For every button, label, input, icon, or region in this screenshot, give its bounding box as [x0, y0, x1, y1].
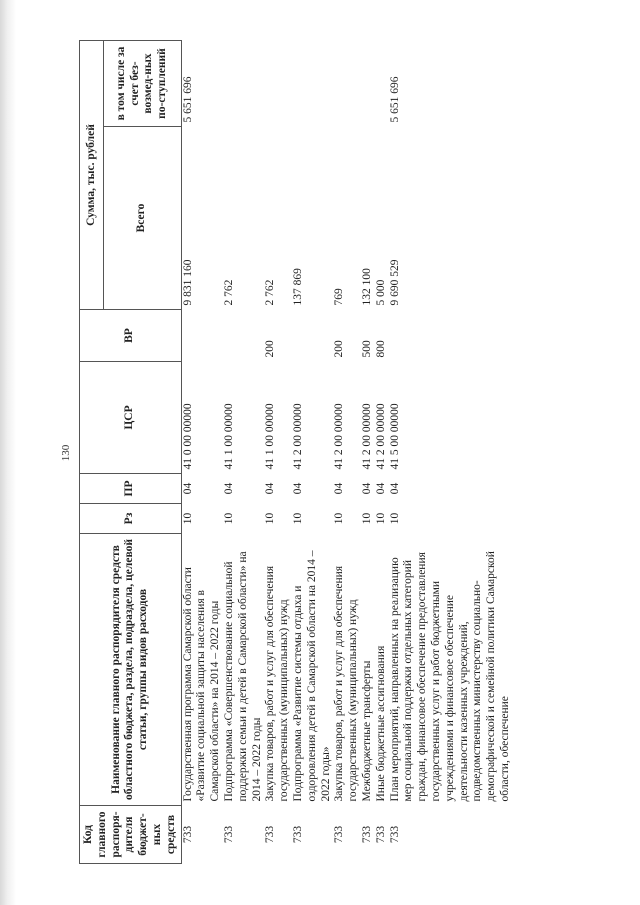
cell-code: 733: [374, 825, 387, 844]
header-row: [80, 41, 104, 864]
cell-pr: 04: [388, 482, 401, 495]
cell-free: 5 651 696: [388, 76, 401, 123]
cell-free: [333, 41, 361, 127]
cell-rz: 10: [181, 512, 194, 525]
cell-csr: 41 0 00 00000: [181, 403, 194, 470]
cell-rz: 10: [374, 512, 387, 525]
cell-rz: 10: [264, 512, 277, 525]
cell-code: 733: [360, 825, 373, 844]
cell-code: 733: [388, 825, 401, 844]
cell-vr: [181, 310, 223, 362]
cell-name: Закупка товаров, работ и услуг для обеспечения государственных (муниципальных) нужд: [264, 565, 291, 802]
cell-name: Межбюджетные трансферты: [360, 660, 373, 802]
cell-vr: 800: [374, 340, 387, 358]
cell-name: Подпрограмма «Совершенствование социальной поддержки семьи и детей в Самарской области» на 2014 – 2022 годы: [222, 551, 263, 802]
budget-table: [79, 40, 513, 864]
cell-free: [264, 41, 292, 127]
header-csr: ЦСР: [80, 362, 182, 474]
cell-free: 5 651 696: [181, 76, 194, 123]
cell-vr: 200: [333, 340, 346, 358]
table-row: [264, 41, 292, 864]
cell-name: Подпрограмма «Развитие системы отдыха и оздоровления детей в Самарской области на 2014 – 2022 годы»: [291, 550, 332, 802]
cell-vr: [292, 310, 333, 362]
cell-pr: 04: [181, 482, 194, 495]
cell-total: 137 869: [291, 268, 304, 306]
cell-total: 2 762: [264, 279, 277, 306]
cell-rz: 10: [222, 512, 235, 525]
cell-free: [292, 41, 333, 127]
cell-rz: 10: [388, 512, 401, 525]
cell-vr: [223, 310, 264, 362]
cell-pr: 04: [291, 482, 304, 495]
header-rz: Рз: [80, 504, 182, 534]
cell-code: 733: [181, 825, 194, 844]
cell-csr: 41 2 00 00000: [360, 403, 373, 470]
cell-code: 733: [291, 825, 304, 844]
table-row: [333, 41, 361, 864]
cell-name: План мероприятий, направленных на реализацию мер социальной поддержки отдельных категорий граждан, финансовое обеспечение предоставления государственных услуг и работ бюджетными учреждениями и финансовое обеспечение деятельности казенных учреждений, подведомственных министерству социально-демографической и семейной политики Самарской области, обеспечение: [388, 551, 511, 802]
cell-csr: 41 1 00 00000: [222, 403, 235, 470]
cell-pr: 04: [333, 482, 346, 495]
cell-csr: 41 2 00 00000: [291, 403, 304, 470]
cell-csr: 41 2 00 00000: [333, 403, 346, 470]
header-name: Наименование главного распорядителя средств областного бюджета, раздела, подраздела, целевой статьи, группы видов расходов: [80, 534, 182, 806]
cell-rz: 10: [333, 512, 346, 525]
table-row: [292, 41, 333, 864]
table-row: [223, 41, 264, 864]
table-row: [361, 41, 375, 864]
cell-vr: 500: [360, 340, 373, 358]
cell-csr: 41 5 00 00000: [388, 403, 401, 470]
cell-rz: 10: [291, 512, 304, 525]
cell-pr: 04: [360, 482, 373, 495]
header-sum-group: Сумма, тыс. рублей: [80, 41, 104, 310]
cell-free: [223, 41, 264, 127]
header-code: Код главного распоря-дителя бюджет-ных средств: [80, 806, 182, 864]
cell-rz: 10: [360, 512, 373, 525]
cell-total: 132 100: [360, 268, 373, 306]
document-page: [36, 28, 604, 878]
cell-total: 2 762: [222, 279, 235, 306]
cell-code: 733: [264, 825, 277, 844]
cell-total: 9 690 529: [388, 259, 401, 306]
cell-free: [361, 41, 375, 127]
header-free-receipts: в том числе за счет без-возмед-ных по-ступлений: [104, 41, 181, 127]
cell-name: Иные бюджетные ассигнования: [374, 645, 387, 802]
header-vr: ВР: [80, 310, 182, 362]
cell-total: 9 831 160: [181, 259, 194, 306]
cell-total: 769: [333, 288, 346, 306]
cell-total: 5 000: [374, 279, 387, 306]
cell-code: 733: [222, 825, 235, 844]
header-pr: ПР: [80, 474, 182, 504]
table-row: [389, 41, 513, 864]
scan-edge: [0, 0, 16, 905]
cell-code: 733: [333, 825, 346, 844]
cell-name: Закупка товаров, работ и услуг для обеспечения государственных (муниципальных) нужд: [333, 565, 360, 802]
cell-vr: [389, 310, 513, 362]
cell-pr: 04: [264, 482, 277, 495]
table-body: [181, 41, 513, 864]
cell-csr: 41 2 00 00000: [374, 403, 387, 470]
header-total: Всего: [104, 127, 181, 310]
table-row: [181, 41, 223, 864]
cell-vr: 200: [264, 340, 277, 358]
cell-name: Государственная программа Самарской области «Развитие социальной защиты населения в Самарской области» на 2014 – 2022 годы: [181, 567, 222, 802]
cell-pr: 04: [374, 482, 387, 495]
page-number: 130: [60, 444, 72, 462]
table-row: [375, 41, 389, 864]
cell-free: [375, 41, 389, 127]
cell-csr: 41 1 00 00000: [264, 403, 277, 470]
cell-pr: 04: [222, 482, 235, 495]
